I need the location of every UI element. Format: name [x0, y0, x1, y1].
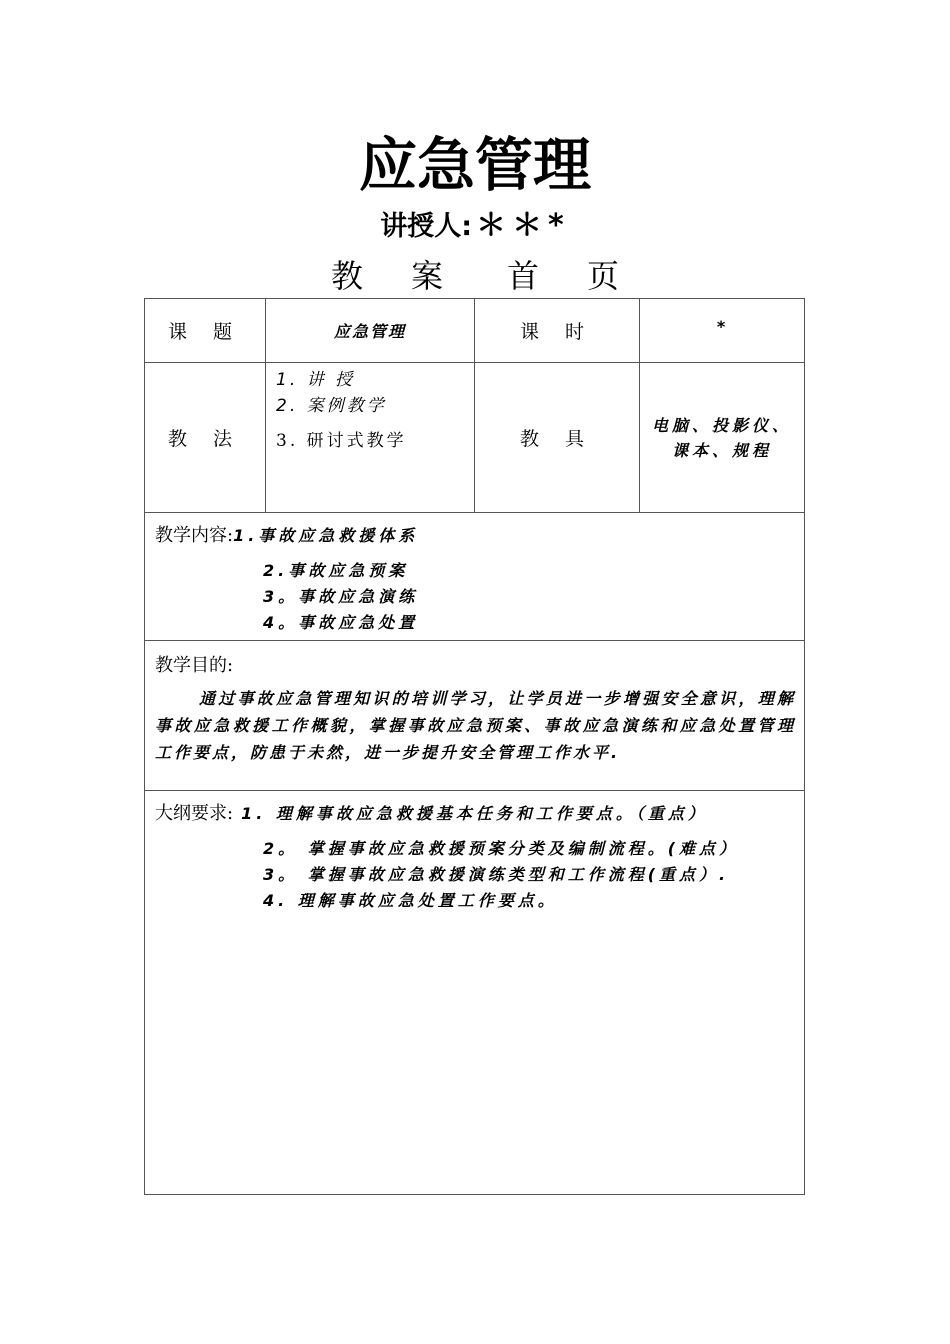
document-title: 应急管理 — [358, 131, 591, 199]
method-label: 教 法 — [145, 363, 266, 513]
table-row-methods — [145, 363, 805, 513]
heading-char-2: 案 — [410, 257, 443, 295]
content-item: 2.事故应急预案 — [263, 561, 409, 580]
heading-char-1: 教 — [330, 257, 363, 295]
hours-value: * — [640, 299, 805, 363]
topic-label: 课 题 — [145, 299, 266, 363]
heading-char-4: 页 — [587, 257, 620, 295]
hours-label: 课 时 — [475, 299, 640, 363]
content-item: 3。事故应急演练 — [263, 587, 419, 606]
lecturer-name: ＊＊* — [476, 208, 570, 243]
content-item: 4。事故应急处置 — [263, 613, 419, 632]
table-row-outline — [145, 791, 805, 1195]
method-item: 3. 研讨式教学 — [276, 431, 407, 451]
tools-value: 电脑、投影仪、课本、规程 — [640, 363, 805, 513]
objective-label: 教学目的: — [155, 655, 234, 676]
lecturer-label: 讲授人: — [380, 211, 473, 242]
method-item: 2. 案例教学 — [276, 396, 387, 416]
outline-item: 1. 理解事故应急救援基本任务和工作要点。（重点） — [241, 804, 708, 823]
content-cell — [145, 513, 805, 641]
lecturer-line — [0, 206, 950, 247]
topic-value: 应急管理 — [266, 299, 475, 363]
table-row-objective — [145, 641, 805, 791]
outline-item: 4. 理解事故应急处置工作要点。 — [263, 891, 558, 910]
objective-text: 通过事故应急管理知识的培训学习，让学员进一步增强安全意识，理解事故应急救援工作概貌，掌握事故应急预案、事故应急演练和应急处置管理工作要点，防患于未然，进一步提升安全管理工作水平. — [155, 689, 796, 762]
method-list — [266, 363, 475, 513]
table-row-topic — [145, 299, 805, 363]
content-label: 教学内容: — [155, 525, 234, 546]
outline-item: 3。 掌握事故应急救援演练类型和工作流程(重点）. — [263, 865, 730, 884]
lesson-plan-table — [144, 298, 805, 1195]
objective-cell — [145, 641, 805, 791]
tools-label: 教 具 — [475, 363, 640, 513]
content-item: 1.事故应急救援体系 — [233, 526, 419, 545]
table-row-content — [145, 513, 805, 641]
heading-char-3: 首 — [507, 257, 540, 295]
method-item: 1. 讲 授 — [276, 370, 356, 390]
outline-cell — [145, 791, 805, 1195]
outline-label: 大纲要求: — [155, 803, 234, 824]
lesson-plan-heading — [0, 255, 950, 297]
outline-item: 2。 掌握事故应急救援预案分类及编制流程。(难点） — [263, 839, 740, 858]
